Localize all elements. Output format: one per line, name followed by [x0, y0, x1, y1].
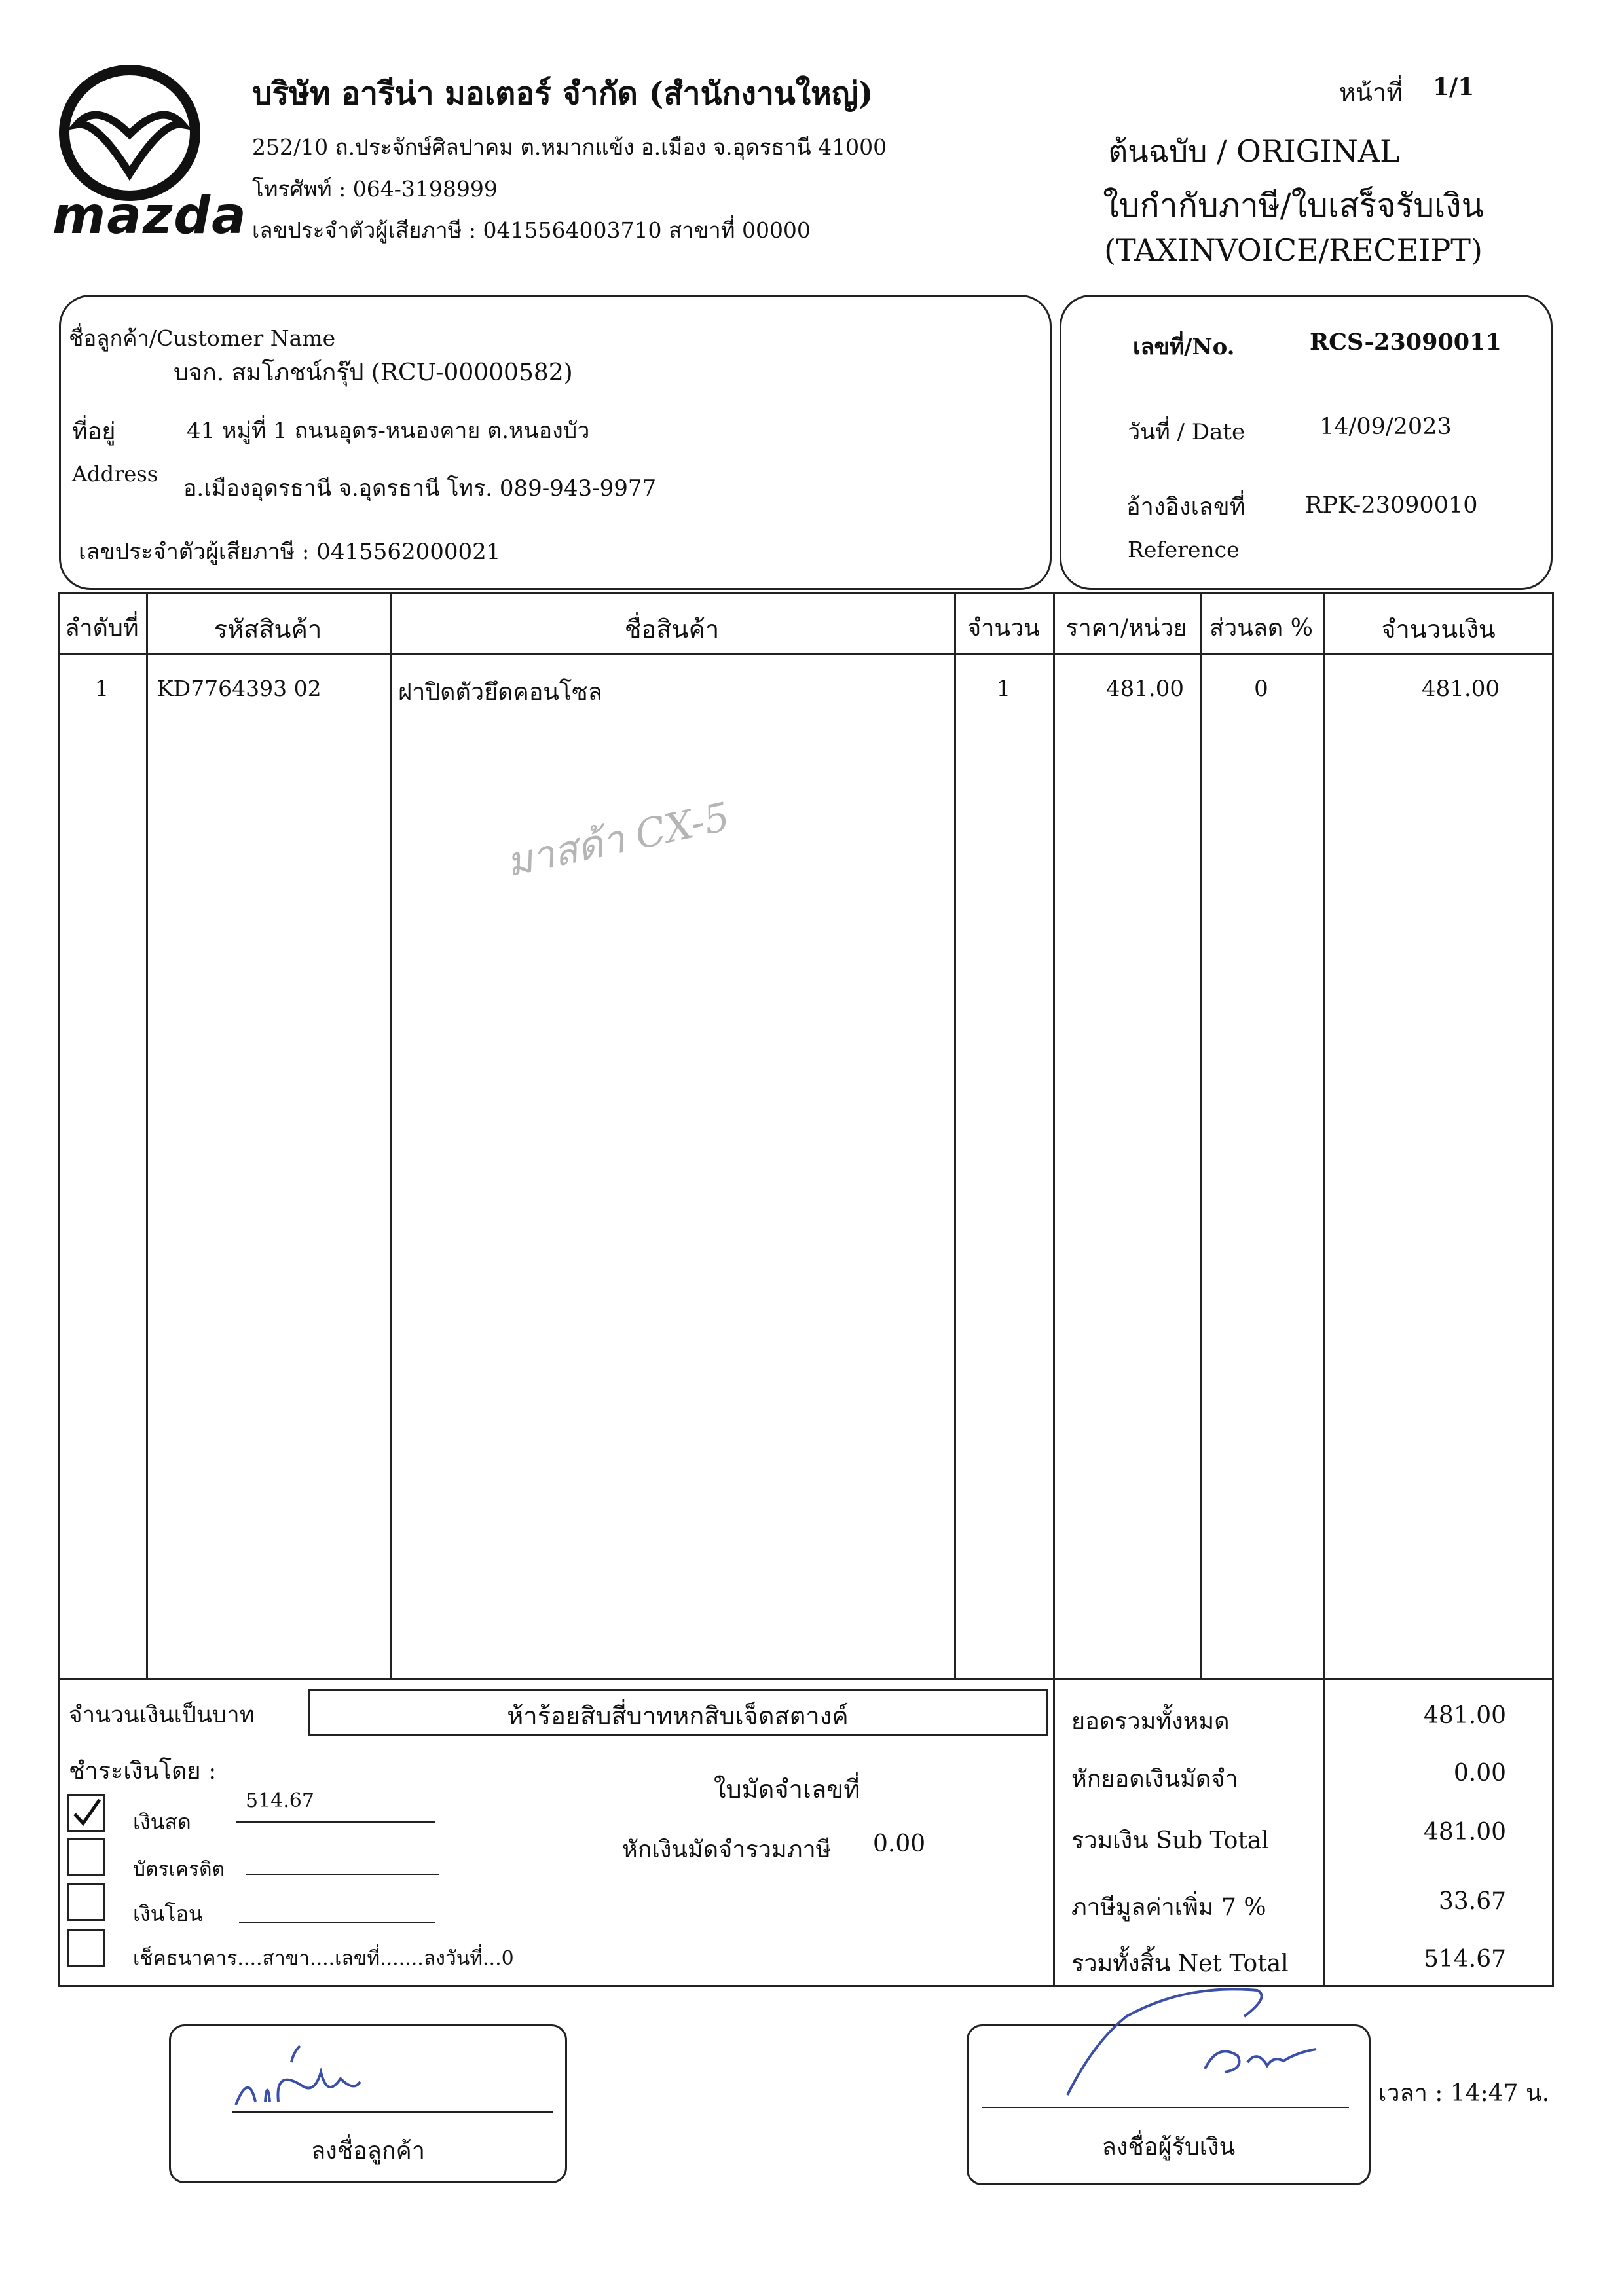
net-total-value: 514.67: [1424, 1946, 1506, 1973]
col-divider: [1200, 592, 1202, 1679]
doc-ref-label-en: Reference: [1128, 537, 1240, 562]
customer-address-label-en: Address: [72, 462, 158, 486]
cheque-label: เช็คธนาคาร....สาขา....เลขที่.......ลงวันที่...0: [133, 1947, 514, 1970]
customer-address-line1: 41 หมู่ที่ 1 ถนนอุดร-หนองคาย ต.หนองบัว: [187, 418, 590, 444]
total-value: 481.00: [1424, 1702, 1506, 1729]
total-label: ยอดรวมทั้งหมด: [1071, 1708, 1230, 1735]
company-name: บริษัท อารีน่า มอเตอร์ จำกัด (สำนักงานใหญ่): [252, 75, 874, 112]
page-value: 1/1: [1433, 73, 1475, 101]
col-header-code: รหัสสินค้า: [213, 615, 322, 644]
amount-in-words-label: จำนวนเงินเป็นบาท: [69, 1702, 255, 1728]
doc-no-label: เลขที่/No.: [1133, 334, 1235, 360]
col-divider: [1053, 592, 1055, 1987]
col-header-amount: จำนวนเงิน: [1381, 615, 1496, 644]
transfer-line: [239, 1922, 435, 1923]
receiver-signature: [1022, 1977, 1349, 2102]
page-label: หน้าที่: [1339, 78, 1403, 107]
table-footer-divider: [58, 1678, 1554, 1680]
cash-amount: 514.67: [246, 1789, 314, 1812]
cell-code: KD7764393 02: [157, 676, 322, 701]
cell-seq: 1: [94, 676, 109, 702]
deposit-deduct-label: หักเงินมัดจำรวมภาษี: [622, 1836, 832, 1863]
table-header-divider: [58, 653, 1554, 655]
doc-ref-value: RPK-23090010: [1305, 492, 1478, 519]
customer-signature-line: [232, 2111, 553, 2113]
customer-name: บจก. สมโภชน์กรุ๊ป (RCU-00000582): [174, 359, 573, 386]
net-total-label: รวมทั้งสิ้น Net Total: [1071, 1950, 1289, 1977]
company-tax-id: เลขประจำตัวผู้เสียภาษี : 0415564003710 สาขาที่ 00000: [252, 217, 811, 243]
credit-card-checkbox[interactable]: [67, 1838, 105, 1876]
cell-amount: 481.00: [1422, 676, 1500, 702]
cheque-checkbox[interactable]: [67, 1929, 105, 1967]
subtotal-value: 481.00: [1424, 1819, 1506, 1846]
customer-tax-id: เลขประจำตัวผู้เสียภาษี : 0415562000021: [79, 539, 501, 565]
cell-discount: 0: [1254, 676, 1268, 702]
customer-signature-label: ลงชื่อลูกค้า: [311, 2138, 425, 2164]
doc-date-label: วันที่ / Date: [1128, 419, 1246, 445]
subtotal-label: รวมเงิน Sub Total: [1071, 1827, 1269, 1854]
customer-address-label-th: ที่อยู่: [72, 418, 116, 445]
customer-address-line2: อ.เมืองอุดรธานี จ.อุดรธานี โทร. 089-943-9977: [183, 475, 657, 501]
cell-name: ฝาปิดตัวยึดคอนโซล: [398, 679, 602, 706]
doc-date-value: 14/09/2023: [1320, 414, 1452, 440]
logo-wordmark: mazda: [52, 187, 248, 246]
customer-name-label: ชื่อลูกค้า/Customer Name: [69, 325, 336, 351]
deposit-receipt-label: ใบมัดจำเลขที่: [714, 1775, 860, 1804]
doc-title-english: (TAXINVOICE/RECEIPT): [1104, 232, 1483, 268]
col-divider: [954, 592, 956, 1679]
credit-card-line: [246, 1874, 439, 1875]
receiver-signature-line: [982, 2107, 1349, 2108]
col-header-unit-price: ราคา/หน่วย: [1065, 615, 1187, 642]
doc-no-value: RCS-23090011: [1310, 329, 1502, 355]
deposit-value: 0.00: [1453, 1760, 1506, 1787]
cell-qty: 1: [996, 676, 1011, 702]
amount-in-words: ห้าร้อยสิบสี่บาทหกสิบเจ็ดสตางค์: [507, 1702, 849, 1730]
cash-label: เงินสด: [133, 1810, 191, 1834]
checkmark-icon: [69, 1796, 103, 1830]
handwritten-note: มาสด้า CX-5: [502, 793, 734, 886]
transfer-checkbox[interactable]: [67, 1883, 105, 1921]
doc-title-tax-invoice: ใบกำกับภาษี/ใบเสร็จรับเงิน: [1103, 187, 1484, 225]
customer-signature: [229, 2033, 380, 2118]
receiver-signature-label: ลงชื่อผู้รับเงิน: [1101, 2134, 1236, 2160]
doc-ref-label-th: อ้างอิงเลขที่: [1126, 494, 1246, 520]
deposit-deduct-value: 0.00: [873, 1831, 926, 1857]
deposit-label: หักยอดเงินมัดจำ: [1071, 1766, 1238, 1793]
col-header-qty: จำนวน: [967, 615, 1040, 642]
doc-title-original: ต้นฉบับ / ORIGINAL: [1108, 134, 1400, 169]
cash-checkbox[interactable]: [67, 1794, 105, 1832]
payment-method-label: ชำระเงินโดย :: [69, 1758, 217, 1785]
vat-label: ภาษีมูลค่าเพิ่ม 7 %: [1071, 1894, 1266, 1921]
col-divider: [146, 592, 148, 1679]
company-address: 252/10 ถ.ประจักษ์ศิลปาคม ต.หมากแข้ง อ.เมือง จ.อุดรธานี 41000: [252, 134, 887, 160]
cell-unit-price: 481.00: [1106, 676, 1184, 702]
company-phone: โทรศัพท์ : 064-3198999: [252, 176, 498, 202]
vat-value: 33.67: [1438, 1888, 1506, 1915]
col-header-seq: ลำดับที่: [65, 615, 139, 642]
time-stamp: เวลา : 14:47 น.: [1378, 2080, 1550, 2107]
transfer-label: เงินโอน: [133, 1901, 203, 1926]
col-header-discount: ส่วนลด %: [1209, 615, 1313, 642]
credit-card-label: บัตรเครดิต: [133, 1858, 225, 1881]
col-header-name: ชื่อสินค้า: [624, 615, 720, 644]
cash-amount-line: [236, 1821, 435, 1823]
col-divider: [390, 592, 392, 1679]
